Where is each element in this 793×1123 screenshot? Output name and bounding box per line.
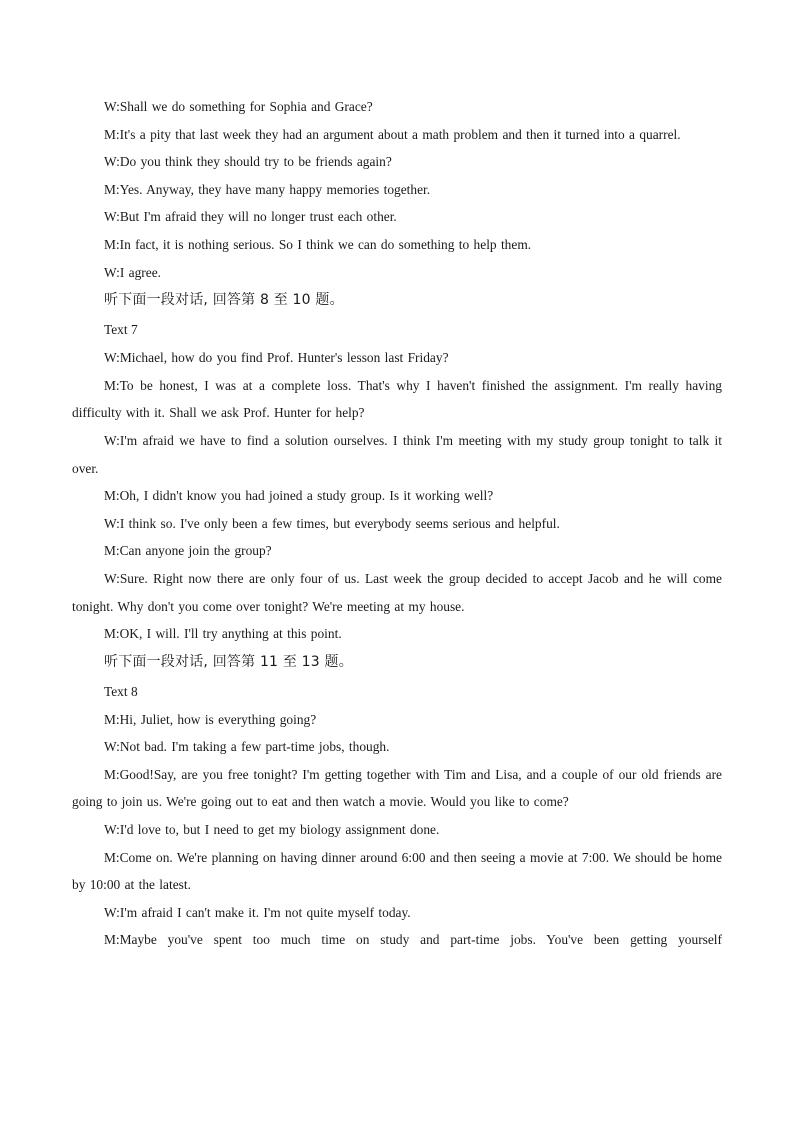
dialogue-line: M:To be honest, I was at a complete loss. That's why I haven't finished the assignment. I'm really having difficulty with it. Shall we ask Prof. Hunter for help? <box>72 377 722 421</box>
dialogue-line: M:Yes. Anyway, they have many happy memories together. <box>104 181 431 197</box>
dialogue-line: M:Oh, I didn't know you had joined a study group. Is it working well? <box>104 488 494 504</box>
dialogue-line: W:Michael, how do you find Prof. Hunter's lesson last Friday? <box>104 350 449 366</box>
dialogue-line: W:I'd love to, but I need to get my biology assignment done. <box>104 822 440 838</box>
document-page <box>72 93 722 954</box>
section-instruction: 听下面一段对话, 回答第 11 至 13 题。 <box>104 653 353 670</box>
dialogue-line: M:In fact, it is nothing serious. So I think we can do something to help them. <box>104 236 532 252</box>
dialogue-line: M:Can anyone join the group? <box>104 543 272 559</box>
dialogue-line: W:I'm afraid we have to find a solution ourselves. I think I'm meeting with my study group tonight to talk it over. <box>72 432 722 476</box>
dialogue-line: M:It's a pity that last week they had an argument about a math problem and then it turned into a quarrel. <box>104 126 681 142</box>
dialogue-line: M:Come on. We're planning on having dinner around 6:00 and then seeing a movie at 7:00. We should be home by 10:00 at the latest. <box>72 849 722 893</box>
text-label: Text 7 <box>104 322 138 338</box>
dialogue-line: M:OK, I will. I'll try anything at this point. <box>104 626 342 642</box>
dialogue-line: W:But I'm afraid they will no longer trust each other. <box>104 209 397 225</box>
dialogue-line: M:Hi, Juliet, how is everything going? <box>104 711 317 727</box>
dialogue-line: W:Not bad. I'm taking a few part-time jobs, though. <box>104 739 390 755</box>
dialogue-line: W:I think so. I've only been a few times, but everybody seems serious and helpful. <box>104 515 560 531</box>
dialogue-line: W:I agree. <box>104 264 162 280</box>
section-instruction: 听下面一段对话, 回答第 8 至 10 题。 <box>104 292 344 309</box>
text-label: Text 8 <box>104 683 138 699</box>
dialogue-line: M:Good!Say, are you free tonight? I'm getting together with Tim and Lisa, and a couple of our old friends are going to join us. We're going out to eat and then watch a movie. Would you like to come? <box>72 766 722 810</box>
dialogue-line: W:Sure. Right now there are only four of us. Last week the group decided to accept Jacob and he will come tonight. Why don't you come over tonight? We're meeting at my house. <box>72 570 722 614</box>
dialogue-line: W:I'm afraid I can't make it. I'm not quite myself today. <box>104 904 411 920</box>
dialogue-line: W:Do you think they should try to be friends again? <box>104 154 392 170</box>
dialogue-line: M:Maybe you've spent too much time on study and part-time jobs. You've been getting yourself <box>104 932 722 948</box>
dialogue-line: W:Shall we do something for Sophia and Grace? <box>104 99 373 114</box>
